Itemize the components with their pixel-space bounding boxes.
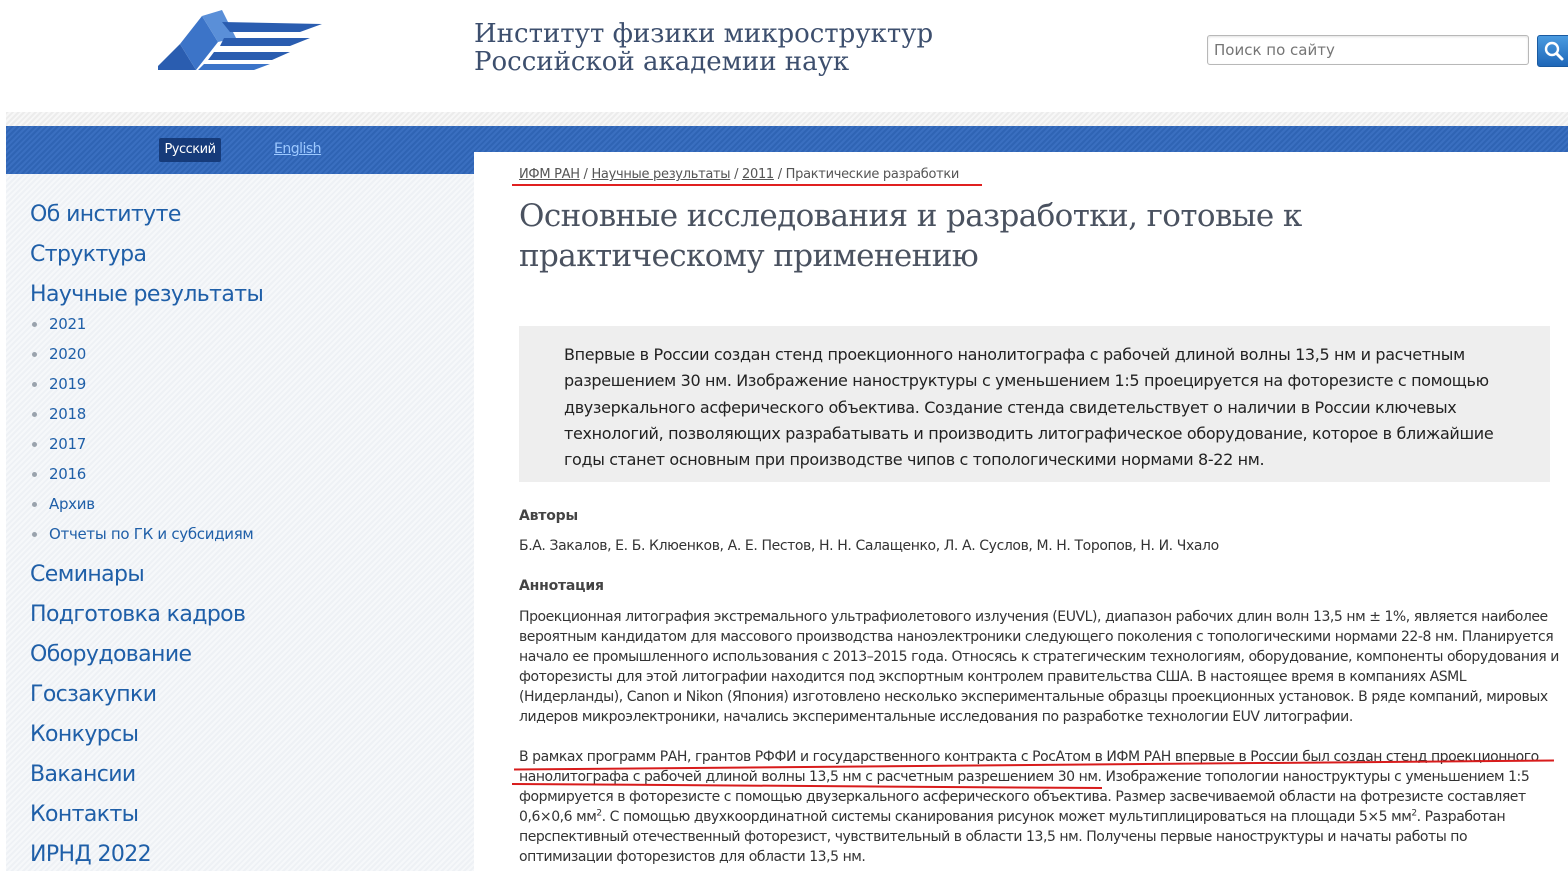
institute-logo[interactable] — [150, 8, 326, 78]
bullet-icon — [32, 532, 37, 537]
sidebar-subitem-reports[interactable]: Отчеты по ГК и субсидиям — [49, 525, 254, 543]
sidebar-item-contests[interactable]: Конкурсы — [30, 722, 139, 747]
breadcrumb-current: Практические разработки — [785, 167, 960, 182]
page-title: Основные исследования и разработки, готовые к практическому применению — [519, 198, 1302, 274]
bullet-icon — [32, 352, 37, 357]
lead-text: Впервые в России создан стенд проекционного нанолитографа с рабочей длиной волны 13,5 нм и расчетным разрешением 30 нм. Изображение наноструктуры с уменьшением 1:5 проецируется на фоторезисте с помощью двузеркального асферического объектива. Создание стенда свидетельствует о наличии в России ключевых технологий, позволяющих разрабатывать и производить литографическое оборудование, которое в ближайшие годы станет основным при производстве чипов с топологическими нормами 8-22 нм. — [564, 345, 1494, 470]
annotation-heading: Аннотация — [519, 578, 604, 594]
sidebar-item-irnd[interactable]: ИРНД 2022 — [30, 842, 152, 867]
annotation-p2-part-a: В рамках программ РАН, грантов РФФИ и государственного контракта с РосАтом в ИФМ РАН впервые в России был создан стенд проекционного нанолитографа с рабочей длиной волны 13,5 нм с расчетным разрешением 30 нм. Изображение топологии наноструктуры с уменьшением 1:5 формируется в фоторезисте с помощью двузеркального асферического объектива. Размер засвечиваемой области на фотрезисте составляет 0,6×0,6 мм — [519, 749, 1539, 826]
sidebar-item-vacancies[interactable]: Вакансии — [30, 762, 136, 787]
search-button[interactable] — [1537, 35, 1568, 67]
bullet-icon — [32, 442, 37, 447]
sidebar-item-structure[interactable]: Структура — [30, 242, 147, 267]
bullet-icon — [32, 472, 37, 477]
sidebar-subitem-2016[interactable]: 2016 — [49, 465, 86, 483]
sidebar-item-about[interactable]: Об институте — [30, 202, 181, 227]
sidebar-item-equipment[interactable]: Оборудование — [30, 642, 192, 667]
sidebar-subitem-2018[interactable]: 2018 — [49, 405, 86, 423]
sidebar-subitem-archive[interactable]: Архив — [49, 495, 95, 513]
breadcrumb-year-link[interactable]: 2011 — [742, 167, 774, 182]
bullet-icon — [32, 322, 37, 327]
bullet-icon — [32, 382, 37, 387]
sidebar-item-results[interactable]: Научные результаты — [30, 282, 264, 307]
authors-heading: Авторы — [519, 508, 578, 524]
sidebar-item-training[interactable]: Подготовка кадров — [30, 602, 246, 627]
lang-english-link[interactable]: English — [274, 141, 322, 157]
institute-title — [474, 20, 933, 76]
breadcrumb — [519, 167, 959, 182]
site-header — [0, 0, 1568, 112]
superscript-2: 2 — [1411, 808, 1417, 819]
search-input[interactable] — [1207, 35, 1529, 65]
sidebar-item-procurement[interactable]: Госзакупки — [30, 682, 157, 707]
lang-russian-button[interactable]: Русский — [159, 138, 221, 162]
search-icon — [1538, 36, 1568, 66]
sidebar-subitem-2017[interactable]: 2017 — [49, 435, 86, 453]
annotation-p2-part-b: . С помощью двухкоординатной системы сканирования рисунок может мультиплицироваться на площади 5×5 мм — [601, 809, 1412, 826]
breadcrumb-separator: / — [730, 167, 743, 182]
bullet-icon — [32, 502, 37, 507]
sidebar-subitem-2021[interactable]: 2021 — [49, 315, 86, 333]
institute-title-line1: Институт физики микроструктур — [474, 19, 934, 49]
annotation-p2-part-c: . Разработан перспективный отечественный фоторезист, чувствительный в области 13,5 нм. Получены первые наноструктуры и начаты работы по оптимизации фоторезистов для области 13,5 нм. — [519, 809, 1506, 866]
sidebar-item-contacts[interactable]: Контакты — [30, 802, 139, 827]
superscript-2: 2 — [596, 808, 602, 819]
sidebar-subitem-2020[interactable]: 2020 — [49, 345, 86, 363]
breadcrumb-separator: / — [579, 167, 592, 182]
annotation-paragraph-1: Проекционная литография экстремального ультрафиолетового излучения (EUVL), диапазон рабочих длин волн 13,5 нм ± 1%, является наиболее вероятным кандидатом для массового производства наноэлектроники следующего поколения с топологическими нормами 22-8 нм. Планируется начало ее промышленного использования с 2013–2015 года. Относясь к стратегическим технологиям, оборудование, компоненты оборудования и фоторезисты для этой литографии находится под экспортным контролем правительства США. В настоящее время в компаниях ASML (Нидерланды), Canon и Nikon (Япония) изготовлено несколько экспериментальные образцы проекционных установок. В ряде компаний, мировых лидеров микроэлектроники, начались экспериментальные исследования по разработке технологии EUV литографии. — [519, 609, 1559, 726]
institute-title-line2: Российской академии наук — [474, 47, 850, 77]
breadcrumb-separator: / — [773, 167, 786, 182]
breadcrumb-results-link[interactable]: Научные результаты — [591, 167, 731, 182]
red-underline-annotation — [512, 184, 982, 186]
authors-list: Б.А. Закалов, Е. Б. Клюенков, А. Е. Пестов, Н. Н. Салащенко, Л. А. Суслов, М. Н. Торопов, Н. И. Чхало — [519, 538, 1219, 554]
sidebar-item-seminars[interactable]: Семинары — [30, 562, 145, 587]
breadcrumb-home-link[interactable]: ИФМ РАН — [519, 167, 580, 182]
bullet-icon — [32, 412, 37, 417]
sidebar-subitem-2019[interactable]: 2019 — [49, 375, 86, 393]
header-divider — [6, 112, 1568, 126]
